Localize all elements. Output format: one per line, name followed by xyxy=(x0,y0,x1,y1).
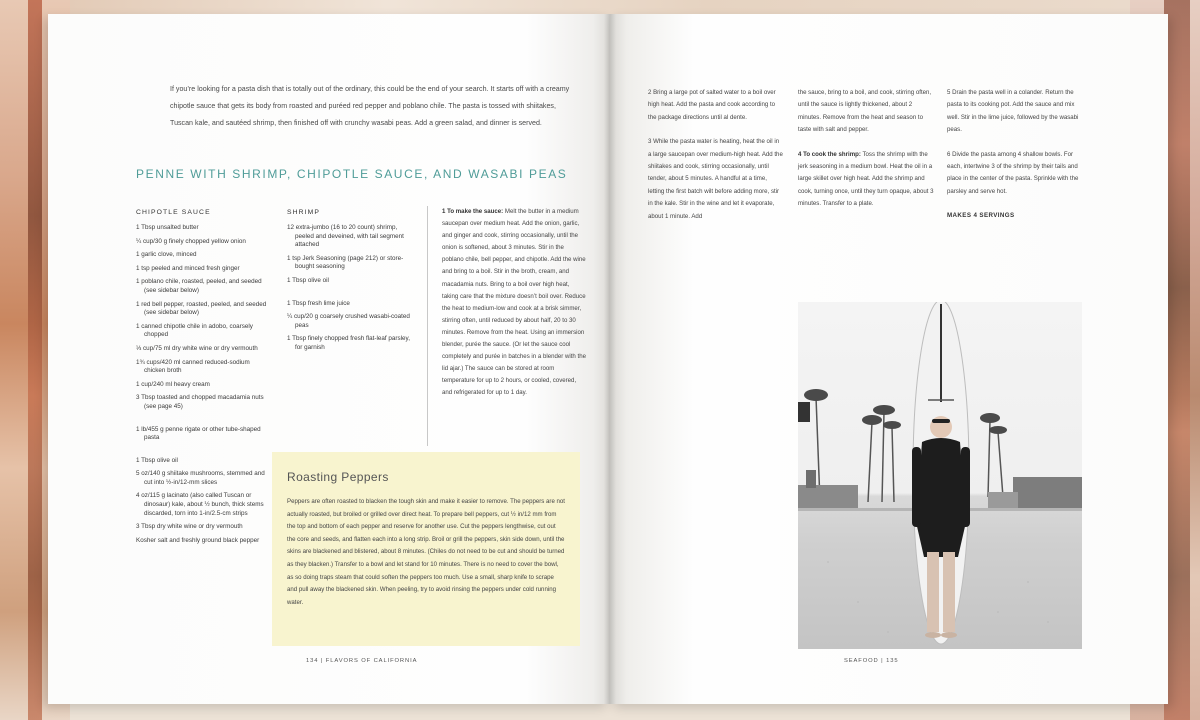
step-6: 6 Divide the pasta among 4 shallow bowls. For each, intertwine 3 of the shrimp by their tails and place in the center of the pasta. Sprinkle with the parsley and serve hot. xyxy=(947,150,1079,195)
background-bottom-edge xyxy=(70,704,1130,720)
ingredient: 4 oz/115 g lacinato (also called Tuscan or dinosaur) kale, about ½ bunch, thick stems discarded, torn into 1-in/2.5-cm strips xyxy=(136,492,264,517)
step-1-lead: 1 To make the sauce: xyxy=(442,208,504,215)
step-4-lead: 4 To cook the shrimp: xyxy=(798,150,861,158)
sidebar-text: Peppers are often roasted to blacken the tough skin and make it easier to remove. The peppers are not actually roasted, but broiled or grilled over direct heat. To prepare bell peppers, cut ½ in/12 mm from the top and bottom of each pepper and reserve for another use. Cut the peppers lengthwise, cut out the core and seeds, and flatten each into a long strip. Broil or grill the peppers, skin side down, until the skins are blackened and blistered, about 8 minutes. (Chiles do not need to be cut and should be turned as they blacken.) Transfer to a bowl and let stand for 10 minutes. There is no need to cover the bowl, as so doing traps steam that could soften the peppers too much. Use a small, sharp knife to scrape and pull away the blackened skin. When peeling, try to avoid rinsing the peppers under cold running water. xyxy=(287,498,565,606)
surfer-photo xyxy=(798,302,1082,649)
step-2: 2 Bring a large pot of salted water to a boil over high heat. Add the pasta and cook according to the package directions until al dente. xyxy=(648,89,776,121)
right-column-1 xyxy=(648,87,784,235)
recipe-title: PENNE WITH SHRIMP, CHIPOTLE SAUCE, AND WASABI PEAS xyxy=(136,167,568,181)
servings-note: MAKES 4 SERVINGS xyxy=(947,212,1015,220)
step-3: 3 While the pasta water is heating, heat the oil in a large saucepan over medium-high heat. Add the shiitakes and cook, stirring occasionally, until tender, about 5 minutes. A handful at a time, letting the first batch wilt before adding more, stir in the kale. Stir in the wine and let it evaporate, about 1 minute. Add xyxy=(648,138,783,220)
ingredient: 3 Tbsp dry white wine or dry vermouth xyxy=(136,523,243,531)
step-4-text: Toss the shrimp with the jerk seasoning in a medium bowl. Heat the oil in a large skillet over high heat. Add the shrimp and cook, turning once, until they turn opaque, about 3 minutes. Transfer to a plate. xyxy=(798,150,934,208)
ingredient: 1 canned chipotle chile in adobo, coarsely chopped xyxy=(136,322,253,339)
ingredient: Kosher salt and freshly ground black pepper xyxy=(136,536,260,544)
step-4 xyxy=(798,149,934,211)
shrimp-ingredients xyxy=(287,224,411,358)
ingredient: 1 garlic clove, minced xyxy=(136,251,197,259)
ingredient: 1 poblano chile, roasted, peeled, and seeded (see sidebar below) xyxy=(136,278,262,294)
ingredient: 5 oz/140 g shiitake mushrooms, stemmed and cut into ½-in/12-mm slices xyxy=(136,470,265,486)
ingredient: 1¾ cups/420 ml canned reduced-sodium chicken broth xyxy=(136,358,250,375)
step-5: 5 Drain the pasta well in a colander. Return the pasta to its cooking pot. Add the sauce and mix well. Stir in the lime juice, followed by the wasabi peas. xyxy=(947,89,1079,134)
ingredient: 1 red bell pepper, roasted, peeled, and seeded (see sidebar below) xyxy=(136,300,267,317)
ingredient: ¼ cup/20 g coarsely crushed wasabi-coated peas xyxy=(287,313,410,329)
step-3-continued: the sauce, bring to a boil, and cook, stirring often, until the sauce is lightly thickened, about 2 minutes. Remove from the heat and season to taste with salt and pepper. xyxy=(798,89,932,134)
ingredient: 12 extra-jumbo (16 to 20 count) shrimp, peeled and deveined, with tail segment attached xyxy=(287,224,404,249)
ingredient: 1 tsp Jerk Seasoning (page 212) or store-bought seasoning xyxy=(287,254,404,271)
ingredient: 1 Tbsp olive oil xyxy=(136,456,178,464)
right-folio: SEAFOOD | 135 xyxy=(844,658,899,664)
left-page xyxy=(48,14,610,704)
ingredient: 1 Tbsp unsalted butter xyxy=(136,224,199,231)
ingredient: ¼ cup/30 g finely chopped yellow onion xyxy=(136,237,246,245)
step-1-text: Melt the butter in a medium saucepan over medium heat. Add the onion, garlic, and ginger and cook, stirring occasionally, until the onion is softened, about 3 minutes. Stir in the poblano chile, bell pepper, and chipotle. Add the wine and bring to a boil. Stir in the broth, cream, and macadamia nuts. Bring to a boil over high heat, taking care that the mixture doesn’t boil over. Reduce the heat to medium-low and cook at a brisk simmer, stirring often, until reduced by about half, 20 to 30 minutes. Remove from the heat. Using an immersion blender, purée the sauce. (Or let the sauce cool completely and purée in batches in a blender with the lid ajar.) The sauce can be stored at room temperature for up to 2 hours, or cooled, covered, and refrigerated for up to 1 day. xyxy=(442,208,586,397)
chipotle-sauce-heading: CHIPOTLE SAUCE xyxy=(136,209,211,216)
shrimp-heading: SHRIMP xyxy=(287,209,321,216)
open-cookbook xyxy=(48,14,1168,704)
ingredient: 1 Tbsp fresh lime juice xyxy=(287,299,350,307)
left-folio: 134 | FLAVORS OF CALIFORNIA xyxy=(306,658,418,664)
column-divider xyxy=(427,206,428,446)
ingredient: 1 Tbsp finely chopped fresh flat-leaf parsley, for garnish xyxy=(287,335,410,351)
ingredient: ⅓ cup/75 ml dry white wine or dry vermouth xyxy=(136,344,258,352)
intro-paragraph: If you’re looking for a pasta dish that is totally out of the ordinary, this could be the end of your search. It starts off with a creamy chipotle sauce that gets its body from roasted and puréed red pepper and poblano chile. The pasta is tossed with shiitakes, Tuscan kale, and sautéed shrimp, then finished off with crunchy wasabi peas. Add a green salad, and dinner is served. xyxy=(170,85,570,127)
ingredient: 3 Tbsp toasted and chopped macadamia nuts (see page 45) xyxy=(136,394,264,410)
surfer-photo-illustration xyxy=(798,302,1082,649)
sidebar-title: Roasting Peppers xyxy=(287,470,389,484)
ingredient: 1 lb/455 g penne rigate or other tube-shaped pasta xyxy=(136,425,261,442)
roasting-peppers-sidebar xyxy=(272,452,580,646)
step-1 xyxy=(442,206,586,400)
ingredient: 1 tsp peeled and minced fresh ginger xyxy=(136,264,240,272)
right-column-3 xyxy=(947,87,1083,223)
right-column-2 xyxy=(798,87,934,223)
book-gutter xyxy=(604,14,616,704)
chipotle-sauce-ingredients xyxy=(136,224,272,550)
ingredient: 1 cup/240 ml heavy cream xyxy=(136,380,210,388)
ingredient: 1 Tbsp olive oil xyxy=(287,276,329,284)
